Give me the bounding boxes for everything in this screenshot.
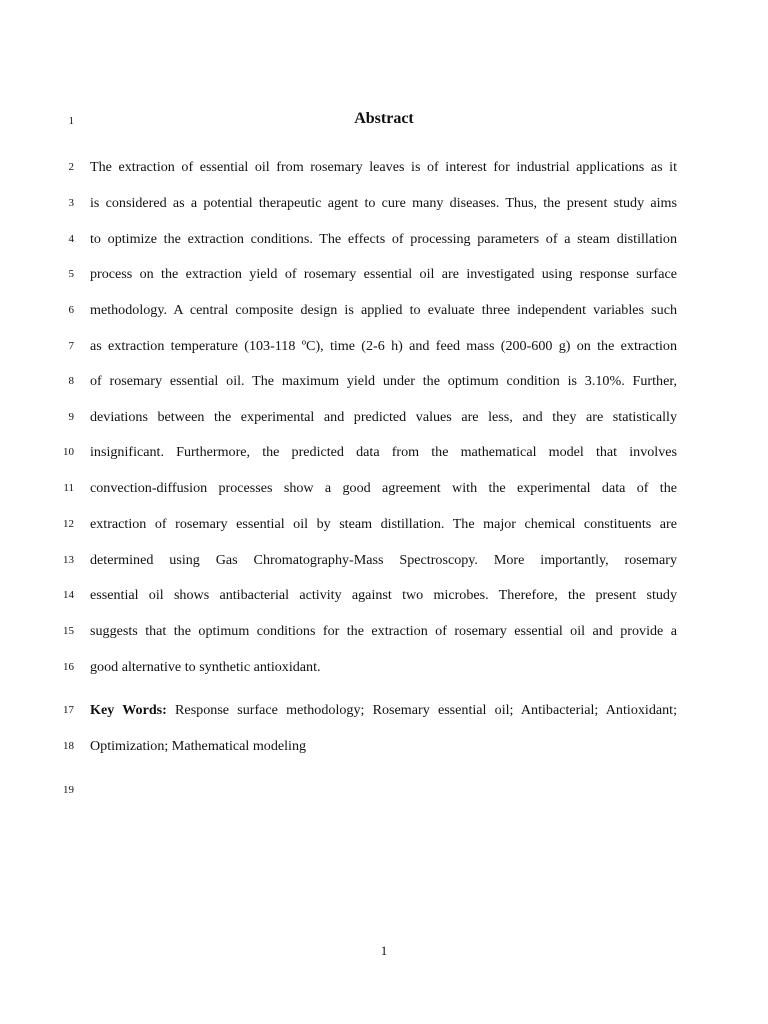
abstract-heading: Abstract <box>354 110 414 127</box>
abstract-line: to optimize the extraction conditions. The effects of processing parameters of a steam distillation <box>90 231 677 247</box>
line-number: 1 <box>68 115 74 127</box>
line-number: 10 <box>63 446 74 458</box>
abstract-line: of rosemary essential oil. The maximum yield under the optimum condition is 3.10%. Further, <box>90 373 677 389</box>
keywords-text: Response surface methodology; Rosemary essential oil; Antibacterial; Antioxidant; <box>166 702 678 718</box>
abstract-line: deviations between the experimental and predicted values are less, and they are statistically <box>90 409 677 425</box>
abstract-line: essential oil shows antibacterial activity against two microbes. Therefore, the present study <box>90 587 677 603</box>
abstract-line: is considered as a potential therapeutic agent to cure many diseases. Thus, the present study aims <box>90 195 677 211</box>
keywords-line: Optimization; Mathematical modeling <box>90 738 307 754</box>
line-number: 18 <box>63 740 74 752</box>
abstract-line: insignificant. Furthermore, the predicted data from the mathematical model that involves <box>90 444 677 460</box>
keywords-line <box>90 701 677 719</box>
line-number: 17 <box>63 704 74 716</box>
abstract-line: The extraction of essential oil from rosemary leaves is of interest for industrial applications as it <box>90 159 677 175</box>
abstract-line: methodology. A central composite design is applied to evaluate three independent variables such <box>90 302 677 318</box>
line-number: 6 <box>68 304 74 316</box>
line-number: 7 <box>68 340 74 352</box>
line-number: 19 <box>63 784 74 796</box>
line-number: 11 <box>63 482 74 494</box>
line-number: 9 <box>68 411 74 423</box>
page-number: 1 <box>380 943 388 958</box>
abstract-line: extraction of rosemary essential oil by steam distillation. The major chemical constituents are <box>90 516 677 532</box>
line-number: 3 <box>68 197 74 209</box>
abstract-line: determined using Gas Chromatography-Mass Spectroscopy. More importantly, rosemary <box>90 552 677 568</box>
abstract-line: good alternative to synthetic antioxidant. <box>90 659 321 675</box>
line-number: 15 <box>63 625 74 637</box>
abstract-line: convection-diffusion processes show a good agreement with the experimental data of the <box>90 480 677 496</box>
line-number: 4 <box>68 233 74 245</box>
line-number: 16 <box>63 661 74 673</box>
line-number: 2 <box>68 161 74 173</box>
line-number: 13 <box>63 554 74 566</box>
abstract-line: process on the extraction yield of rosemary essential oil are investigated using response surface <box>90 266 677 282</box>
keywords-label: Key Words: <box>90 702 167 718</box>
line-number: 12 <box>63 518 74 530</box>
line-number: 8 <box>68 375 74 387</box>
abstract-line: as extraction temperature (103-118 ºC), time (2-6 h) and feed mass (200-600 g) on the extraction <box>90 338 677 354</box>
line-number: 14 <box>63 589 74 601</box>
line-number: 5 <box>68 268 74 280</box>
abstract-line: suggests that the optimum conditions for the extraction of rosemary essential oil and provide a <box>90 623 677 639</box>
